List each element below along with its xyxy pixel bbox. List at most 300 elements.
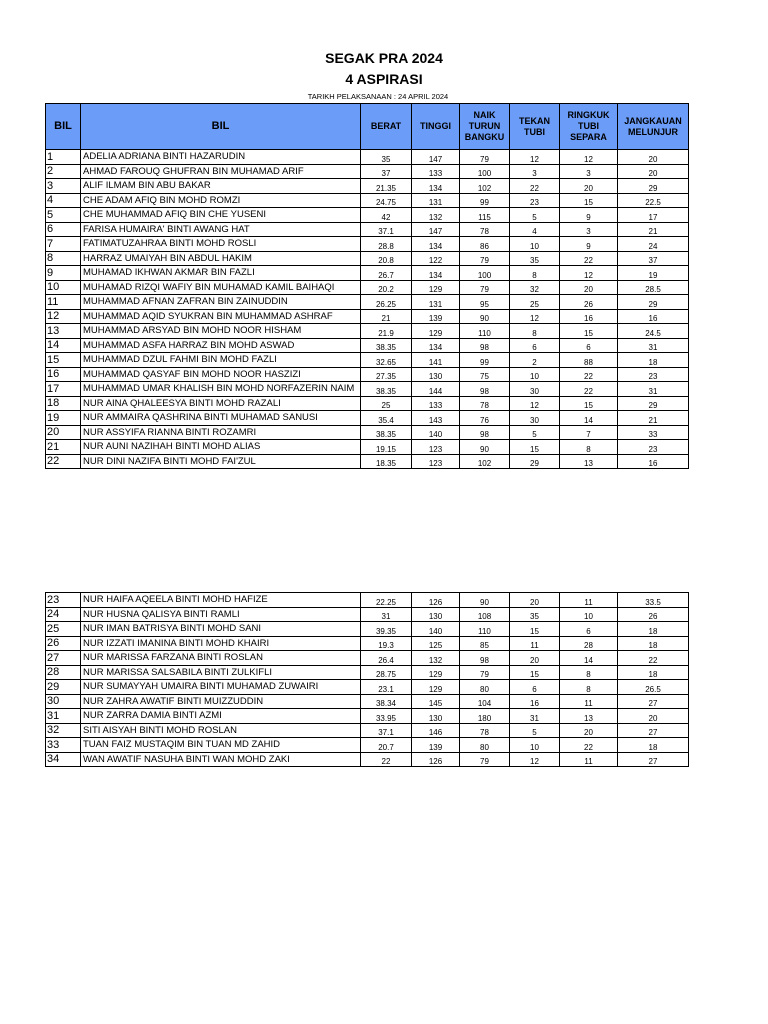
- cell-nama: MUHAMMAD QASYAF BIN MOHD NOOR HASZIZI: [81, 367, 361, 382]
- table-row: [46, 723, 689, 738]
- cell-naik-turun-bangku: 79: [460, 251, 510, 266]
- cell-nama: NUR IMAN BATRISYA BINTI MOHD SANI: [81, 622, 361, 637]
- cell-naik-turun-bangku: 98: [460, 425, 510, 440]
- table-row: [46, 738, 689, 753]
- cell-berat: 32.65: [361, 353, 412, 368]
- table-row: [46, 382, 689, 397]
- cell-tinggi: 126: [412, 752, 460, 767]
- cell-berat: 37.1: [361, 222, 412, 237]
- cell-jangkauan-melunjur: 18: [618, 622, 689, 637]
- cell-tinggi: 132: [412, 208, 460, 223]
- table-row: [46, 338, 689, 353]
- cell-nama: NUR AINA QHALEESYA BINTI MOHD RAZALI: [81, 396, 361, 411]
- cell-jangkauan-melunjur: 24: [618, 237, 689, 252]
- cell-nama: ALIF ILMAM BIN ABU BAKAR: [81, 179, 361, 194]
- cell-berat: 26.25: [361, 295, 412, 310]
- cell-ringkuk-tubi-separa: 6: [560, 622, 618, 637]
- cell-berat: 31: [361, 607, 412, 622]
- cell-berat: 18.35: [361, 454, 412, 469]
- cell-berat: 21.9: [361, 324, 412, 339]
- cell-bil: 4: [46, 193, 81, 208]
- cell-bil: 26: [46, 636, 81, 651]
- cell-jangkauan-melunjur: 22: [618, 651, 689, 666]
- cell-nama: TUAN FAIZ MUSTAQIM BIN TUAN MD ZAHID: [81, 738, 361, 753]
- cell-jangkauan-melunjur: 20: [618, 709, 689, 724]
- cell-bil: 5: [46, 208, 81, 223]
- cell-tinggi: 130: [412, 607, 460, 622]
- header-row: [46, 104, 689, 150]
- cell-naik-turun-bangku: 85: [460, 636, 510, 651]
- cell-naik-turun-bangku: 100: [460, 266, 510, 281]
- cell-tinggi: 129: [412, 665, 460, 680]
- cell-jangkauan-melunjur: 20: [618, 164, 689, 179]
- cell-berat: 26.4: [361, 651, 412, 666]
- cell-bil: 12: [46, 309, 81, 324]
- cell-tinggi: 140: [412, 622, 460, 637]
- cell-naik-turun-bangku: 98: [460, 338, 510, 353]
- cell-berat: 20.8: [361, 251, 412, 266]
- cell-jangkauan-melunjur: 29: [618, 179, 689, 194]
- cell-tekan-tubi: 22: [510, 179, 560, 194]
- cell-naik-turun-bangku: 79: [460, 752, 510, 767]
- cell-tinggi: 125: [412, 636, 460, 651]
- cell-jangkauan-melunjur: 23: [618, 440, 689, 455]
- results-table-page1: [45, 103, 689, 469]
- cell-jangkauan-melunjur: 27: [618, 723, 689, 738]
- table-row: [46, 208, 689, 223]
- cell-naik-turun-bangku: 78: [460, 723, 510, 738]
- cell-bil: 23: [46, 593, 81, 608]
- cell-naik-turun-bangku: 98: [460, 382, 510, 397]
- cell-jangkauan-melunjur: 22.5: [618, 193, 689, 208]
- cell-tekan-tubi: 5: [510, 425, 560, 440]
- cell-berat: 38.35: [361, 382, 412, 397]
- cell-nama: NUR MARISSA SALSABILA BINTI ZULKIFLI: [81, 665, 361, 680]
- cell-tinggi: 129: [412, 280, 460, 295]
- table-row: [46, 694, 689, 709]
- cell-nama: NUR MARISSA FARZANA BINTI ROSLAN: [81, 651, 361, 666]
- cell-bil: 6: [46, 222, 81, 237]
- table-row: [46, 324, 689, 339]
- cell-berat: 21.35: [361, 179, 412, 194]
- cell-jangkauan-melunjur: 21: [618, 222, 689, 237]
- table-row: [46, 251, 689, 266]
- cell-ringkuk-tubi-separa: 11: [560, 752, 618, 767]
- cell-tinggi: 133: [412, 396, 460, 411]
- cell-nama: NUR HAIFA AQEELA BINTI MOHD HAFIZE: [81, 593, 361, 608]
- cell-berat: 35: [361, 150, 412, 165]
- cell-jangkauan-melunjur: 16: [618, 454, 689, 469]
- cell-tinggi: 133: [412, 164, 460, 179]
- cell-berat: 25: [361, 396, 412, 411]
- cell-tekan-tubi: 12: [510, 150, 560, 165]
- page-title: SEGAK PRA 2024: [325, 50, 443, 66]
- cell-berat: 33.95: [361, 709, 412, 724]
- cell-ringkuk-tubi-separa: 3: [560, 222, 618, 237]
- table-row: [46, 164, 689, 179]
- table-row: [46, 709, 689, 724]
- cell-ringkuk-tubi-separa: 15: [560, 396, 618, 411]
- cell-tinggi: 131: [412, 193, 460, 208]
- cell-naik-turun-bangku: 78: [460, 396, 510, 411]
- cell-tinggi: 122: [412, 251, 460, 266]
- table-row: [46, 222, 689, 237]
- header-tekan-tubi: TEKAN TUBI: [510, 104, 560, 150]
- table-row: [46, 752, 689, 767]
- cell-ringkuk-tubi-separa: 22: [560, 367, 618, 382]
- table-row: [46, 237, 689, 252]
- cell-ringkuk-tubi-separa: 8: [560, 440, 618, 455]
- cell-tinggi: 143: [412, 411, 460, 426]
- cell-tekan-tubi: 15: [510, 665, 560, 680]
- cell-berat: 28.75: [361, 665, 412, 680]
- cell-nama: SITI AISYAH BINTI MOHD ROSLAN: [81, 723, 361, 738]
- cell-jangkauan-melunjur: 24.5: [618, 324, 689, 339]
- cell-bil: 22: [46, 454, 81, 469]
- cell-bil: 14: [46, 338, 81, 353]
- cell-naik-turun-bangku: 90: [460, 593, 510, 608]
- cell-nama: NUR AUNI NAZIHAH BINTI MOHD ALIAS: [81, 440, 361, 455]
- cell-tinggi: 130: [412, 709, 460, 724]
- cell-nama: NUR ZARRA DAMIA BINTI AZMI: [81, 709, 361, 724]
- cell-jangkauan-melunjur: 28.5: [618, 280, 689, 295]
- cell-ringkuk-tubi-separa: 15: [560, 324, 618, 339]
- cell-tinggi: 147: [412, 222, 460, 237]
- cell-ringkuk-tubi-separa: 8: [560, 680, 618, 695]
- cell-nama: MUHAMAD IKHWAN AKMAR BIN FAZLI: [81, 266, 361, 281]
- cell-bil: 7: [46, 237, 81, 252]
- date-line: TARIKH PELAKSANAAN : 24 APRIL 2024: [307, 92, 449, 101]
- table-body-page2: [46, 593, 689, 767]
- cell-berat: 38.34: [361, 694, 412, 709]
- cell-bil: 18: [46, 396, 81, 411]
- cell-ringkuk-tubi-separa: 6: [560, 338, 618, 353]
- cell-tekan-tubi: 20: [510, 651, 560, 666]
- cell-berat: 20.2: [361, 280, 412, 295]
- cell-ringkuk-tubi-separa: 13: [560, 709, 618, 724]
- cell-bil: 33: [46, 738, 81, 753]
- cell-tekan-tubi: 30: [510, 382, 560, 397]
- cell-naik-turun-bangku: 79: [460, 665, 510, 680]
- table-row: [46, 651, 689, 666]
- cell-naik-turun-bangku: 75: [460, 367, 510, 382]
- cell-jangkauan-melunjur: 27: [618, 694, 689, 709]
- cell-ringkuk-tubi-separa: 20: [560, 280, 618, 295]
- cell-bil: 17: [46, 382, 81, 397]
- cell-tinggi: 134: [412, 179, 460, 194]
- cell-tekan-tubi: 12: [510, 396, 560, 411]
- cell-tekan-tubi: 32: [510, 280, 560, 295]
- cell-jangkauan-melunjur: 26.5: [618, 680, 689, 695]
- cell-bil: 24: [46, 607, 81, 622]
- cell-bil: 16: [46, 367, 81, 382]
- cell-naik-turun-bangku: 90: [460, 309, 510, 324]
- cell-tekan-tubi: 15: [510, 622, 560, 637]
- cell-berat: 38.35: [361, 425, 412, 440]
- cell-nama: MUHAMMAD UMAR KHALISH BIN MOHD NORFAZERIN NAIM: [81, 382, 361, 397]
- cell-jangkauan-melunjur: 21: [618, 411, 689, 426]
- cell-ringkuk-tubi-separa: 9: [560, 237, 618, 252]
- table-row: [46, 353, 689, 368]
- cell-tekan-tubi: 35: [510, 607, 560, 622]
- results-table-page2: [45, 592, 689, 767]
- cell-nama: MUHAMMAD DZUL FAHMI BIN MOHD FAZLI: [81, 353, 361, 368]
- cell-tinggi: 129: [412, 680, 460, 695]
- cell-tinggi: 131: [412, 295, 460, 310]
- cell-tinggi: 146: [412, 723, 460, 738]
- cell-bil: 32: [46, 723, 81, 738]
- cell-naik-turun-bangku: 108: [460, 607, 510, 622]
- cell-tinggi: 134: [412, 237, 460, 252]
- cell-tinggi: 139: [412, 309, 460, 324]
- cell-nama: WAN AWATIF NASUHA BINTI WAN MOHD ZAKI: [81, 752, 361, 767]
- cell-tekan-tubi: 11: [510, 636, 560, 651]
- cell-jangkauan-melunjur: 27: [618, 752, 689, 767]
- cell-bil: 30: [46, 694, 81, 709]
- cell-naik-turun-bangku: 110: [460, 622, 510, 637]
- cell-ringkuk-tubi-separa: 10: [560, 607, 618, 622]
- cell-jangkauan-melunjur: 26: [618, 607, 689, 622]
- table-row: [46, 179, 689, 194]
- cell-ringkuk-tubi-separa: 14: [560, 411, 618, 426]
- cell-tinggi: 134: [412, 338, 460, 353]
- table-row: [46, 454, 689, 469]
- cell-berat: 37: [361, 164, 412, 179]
- cell-nama: FARISA HUMAIRA' BINTI AWANG HAT: [81, 222, 361, 237]
- table-row: [46, 593, 689, 608]
- cell-naik-turun-bangku: 104: [460, 694, 510, 709]
- cell-berat: 37.1: [361, 723, 412, 738]
- cell-ringkuk-tubi-separa: 20: [560, 179, 618, 194]
- cell-bil: 2: [46, 164, 81, 179]
- cell-ringkuk-tubi-separa: 14: [560, 651, 618, 666]
- cell-ringkuk-tubi-separa: 11: [560, 593, 618, 608]
- cell-ringkuk-tubi-separa: 22: [560, 382, 618, 397]
- table-row: [46, 665, 689, 680]
- cell-berat: 22.25: [361, 593, 412, 608]
- cell-tekan-tubi: 10: [510, 237, 560, 252]
- cell-tekan-tubi: 10: [510, 738, 560, 753]
- header-berat: BERAT: [361, 104, 412, 150]
- cell-jangkauan-melunjur: 19: [618, 266, 689, 281]
- cell-tinggi: 129: [412, 324, 460, 339]
- cell-nama: CHE MUHAMMAD AFIQ BIN CHE YUSENI: [81, 208, 361, 223]
- cell-jangkauan-melunjur: 17: [618, 208, 689, 223]
- cell-tekan-tubi: 35: [510, 251, 560, 266]
- cell-bil: 8: [46, 251, 81, 266]
- cell-bil: 13: [46, 324, 81, 339]
- cell-jangkauan-melunjur: 31: [618, 338, 689, 353]
- cell-naik-turun-bangku: 115: [460, 208, 510, 223]
- table-row: [46, 280, 689, 295]
- cell-tekan-tubi: 2: [510, 353, 560, 368]
- cell-tinggi: 145: [412, 694, 460, 709]
- table-row: [46, 150, 689, 165]
- cell-berat: 19.15: [361, 440, 412, 455]
- cell-tinggi: 123: [412, 454, 460, 469]
- cell-tekan-tubi: 31: [510, 709, 560, 724]
- cell-tinggi: 134: [412, 266, 460, 281]
- cell-nama: NUR AMMAIRA QASHRINA BINTI MUHAMAD SANUSI: [81, 411, 361, 426]
- cell-bil: 34: [46, 752, 81, 767]
- cell-tinggi: 132: [412, 651, 460, 666]
- cell-tekan-tubi: 29: [510, 454, 560, 469]
- cell-ringkuk-tubi-separa: 12: [560, 150, 618, 165]
- cell-nama: MUHAMMAD ARSYAD BIN MOHD NOOR HISHAM: [81, 324, 361, 339]
- cell-nama: FATIMATUZAHRAA BINTI MOHD ROSLI: [81, 237, 361, 252]
- cell-naik-turun-bangku: 90: [460, 440, 510, 455]
- cell-berat: 20.7: [361, 738, 412, 753]
- cell-jangkauan-melunjur: 18: [618, 738, 689, 753]
- cell-nama: MUHAMAD RIZQI WAFIY BIN MUHAMAD KAMIL BAIHAQI: [81, 280, 361, 295]
- cell-ringkuk-tubi-separa: 15: [560, 193, 618, 208]
- cell-bil: 10: [46, 280, 81, 295]
- cell-naik-turun-bangku: 102: [460, 454, 510, 469]
- cell-nama: NUR ZAHRA AWATIF BINTI MUIZZUDDIN: [81, 694, 361, 709]
- cell-tinggi: 123: [412, 440, 460, 455]
- cell-tinggi: 144: [412, 382, 460, 397]
- cell-naik-turun-bangku: 102: [460, 179, 510, 194]
- cell-nama: NUR SUMAYYAH UMAIRA BINTI MUHAMAD ZUWAIRI: [81, 680, 361, 695]
- cell-jangkauan-melunjur: 18: [618, 636, 689, 651]
- cell-ringkuk-tubi-separa: 26: [560, 295, 618, 310]
- cell-tinggi: 141: [412, 353, 460, 368]
- cell-tekan-tubi: 6: [510, 338, 560, 353]
- table-row: [46, 425, 689, 440]
- header-tinggi: TINGGI: [412, 104, 460, 150]
- cell-tekan-tubi: 8: [510, 266, 560, 281]
- cell-tekan-tubi: 12: [510, 752, 560, 767]
- cell-bil: 19: [46, 411, 81, 426]
- cell-nama: CHE ADAM AFIQ BIN MOHD ROMZI: [81, 193, 361, 208]
- cell-nama: HARRAZ UMAIYAH BIN ABDUL HAKIM: [81, 251, 361, 266]
- cell-naik-turun-bangku: 86: [460, 237, 510, 252]
- table-row: [46, 193, 689, 208]
- cell-berat: 24.75: [361, 193, 412, 208]
- cell-jangkauan-melunjur: 20: [618, 150, 689, 165]
- cell-tekan-tubi: 25: [510, 295, 560, 310]
- table-row: [46, 266, 689, 281]
- cell-bil: 15: [46, 353, 81, 368]
- cell-berat: 26.7: [361, 266, 412, 281]
- cell-berat: 19.3: [361, 636, 412, 651]
- cell-naik-turun-bangku: 180: [460, 709, 510, 724]
- cell-bil: 20: [46, 425, 81, 440]
- table-row: [46, 607, 689, 622]
- cell-ringkuk-tubi-separa: 22: [560, 738, 618, 753]
- cell-ringkuk-tubi-separa: 11: [560, 694, 618, 709]
- cell-berat: 28.8: [361, 237, 412, 252]
- cell-naik-turun-bangku: 78: [460, 222, 510, 237]
- cell-naik-turun-bangku: 100: [460, 164, 510, 179]
- page-subtitle: 4 ASPIRASI: [345, 71, 423, 87]
- cell-jangkauan-melunjur: 18: [618, 353, 689, 368]
- cell-berat: 23.1: [361, 680, 412, 695]
- cell-nama: MUHAMMAD AFNAN ZAFRAN BIN ZAINUDDIN: [81, 295, 361, 310]
- cell-tekan-tubi: 15: [510, 440, 560, 455]
- table-row: [46, 309, 689, 324]
- cell-tekan-tubi: 3: [510, 164, 560, 179]
- cell-ringkuk-tubi-separa: 88: [560, 353, 618, 368]
- cell-bil: 11: [46, 295, 81, 310]
- cell-jangkauan-melunjur: 31: [618, 382, 689, 397]
- cell-bil: 29: [46, 680, 81, 695]
- cell-nama: NUR IZZATI IMANINA BINTI MOHD KHAIRI: [81, 636, 361, 651]
- cell-ringkuk-tubi-separa: 28: [560, 636, 618, 651]
- cell-naik-turun-bangku: 76: [460, 411, 510, 426]
- table-row: [46, 411, 689, 426]
- cell-tekan-tubi: 10: [510, 367, 560, 382]
- cell-tekan-tubi: 12: [510, 309, 560, 324]
- cell-tekan-tubi: 5: [510, 208, 560, 223]
- cell-nama: ADELIA ADRIANA BINTI HAZARUDIN: [81, 150, 361, 165]
- cell-naik-turun-bangku: 110: [460, 324, 510, 339]
- header-jangkauan-melunjur: JANGKAUAN MELUNJUR: [618, 104, 689, 150]
- cell-tekan-tubi: 20: [510, 593, 560, 608]
- cell-ringkuk-tubi-separa: 20: [560, 723, 618, 738]
- cell-bil: 27: [46, 651, 81, 666]
- cell-naik-turun-bangku: 80: [460, 680, 510, 695]
- cell-tinggi: 130: [412, 367, 460, 382]
- header-ringkuk-tubi-separa: RINGKUK TUBI SEPARA: [560, 104, 618, 150]
- cell-nama: NUR ASSYIFA RIANNA BINTI ROZAMRI: [81, 425, 361, 440]
- cell-jangkauan-melunjur: 29: [618, 295, 689, 310]
- cell-berat: 27.35: [361, 367, 412, 382]
- table-row: [46, 367, 689, 382]
- cell-ringkuk-tubi-separa: 22: [560, 251, 618, 266]
- cell-jangkauan-melunjur: 33.5: [618, 593, 689, 608]
- cell-berat: 21: [361, 309, 412, 324]
- cell-naik-turun-bangku: 99: [460, 193, 510, 208]
- cell-jangkauan-melunjur: 23: [618, 367, 689, 382]
- table-row: [46, 295, 689, 310]
- cell-naik-turun-bangku: 79: [460, 150, 510, 165]
- cell-berat: 42: [361, 208, 412, 223]
- cell-naik-turun-bangku: 99: [460, 353, 510, 368]
- cell-tinggi: 139: [412, 738, 460, 753]
- cell-nama: MUHAMMAD AQID SYUKRAN BIN MUHAMMAD ASHRAF: [81, 309, 361, 324]
- cell-tinggi: 140: [412, 425, 460, 440]
- cell-ringkuk-tubi-separa: 3: [560, 164, 618, 179]
- cell-ringkuk-tubi-separa: 7: [560, 425, 618, 440]
- cell-nama: NUR HUSNA QALISYA BINTI RAMLI: [81, 607, 361, 622]
- cell-berat: 22: [361, 752, 412, 767]
- cell-tekan-tubi: 8: [510, 324, 560, 339]
- cell-bil: 9: [46, 266, 81, 281]
- cell-bil: 31: [46, 709, 81, 724]
- cell-ringkuk-tubi-separa: 13: [560, 454, 618, 469]
- cell-nama: NUR DINI NAZIFA BINTI MOHD FAI'ZUL: [81, 454, 361, 469]
- cell-berat: 35.4: [361, 411, 412, 426]
- table-row: [46, 440, 689, 455]
- cell-naik-turun-bangku: 98: [460, 651, 510, 666]
- cell-jangkauan-melunjur: 18: [618, 665, 689, 680]
- cell-tinggi: 147: [412, 150, 460, 165]
- cell-bil: 3: [46, 179, 81, 194]
- table-row: [46, 680, 689, 695]
- cell-bil: 25: [46, 622, 81, 637]
- cell-bil: 28: [46, 665, 81, 680]
- cell-tekan-tubi: 6: [510, 680, 560, 695]
- cell-naik-turun-bangku: 79: [460, 280, 510, 295]
- cell-berat: 38.35: [361, 338, 412, 353]
- cell-ringkuk-tubi-separa: 8: [560, 665, 618, 680]
- cell-tekan-tubi: 30: [510, 411, 560, 426]
- cell-tinggi: 126: [412, 593, 460, 608]
- cell-tekan-tubi: 23: [510, 193, 560, 208]
- cell-bil: 1: [46, 150, 81, 165]
- cell-tekan-tubi: 4: [510, 222, 560, 237]
